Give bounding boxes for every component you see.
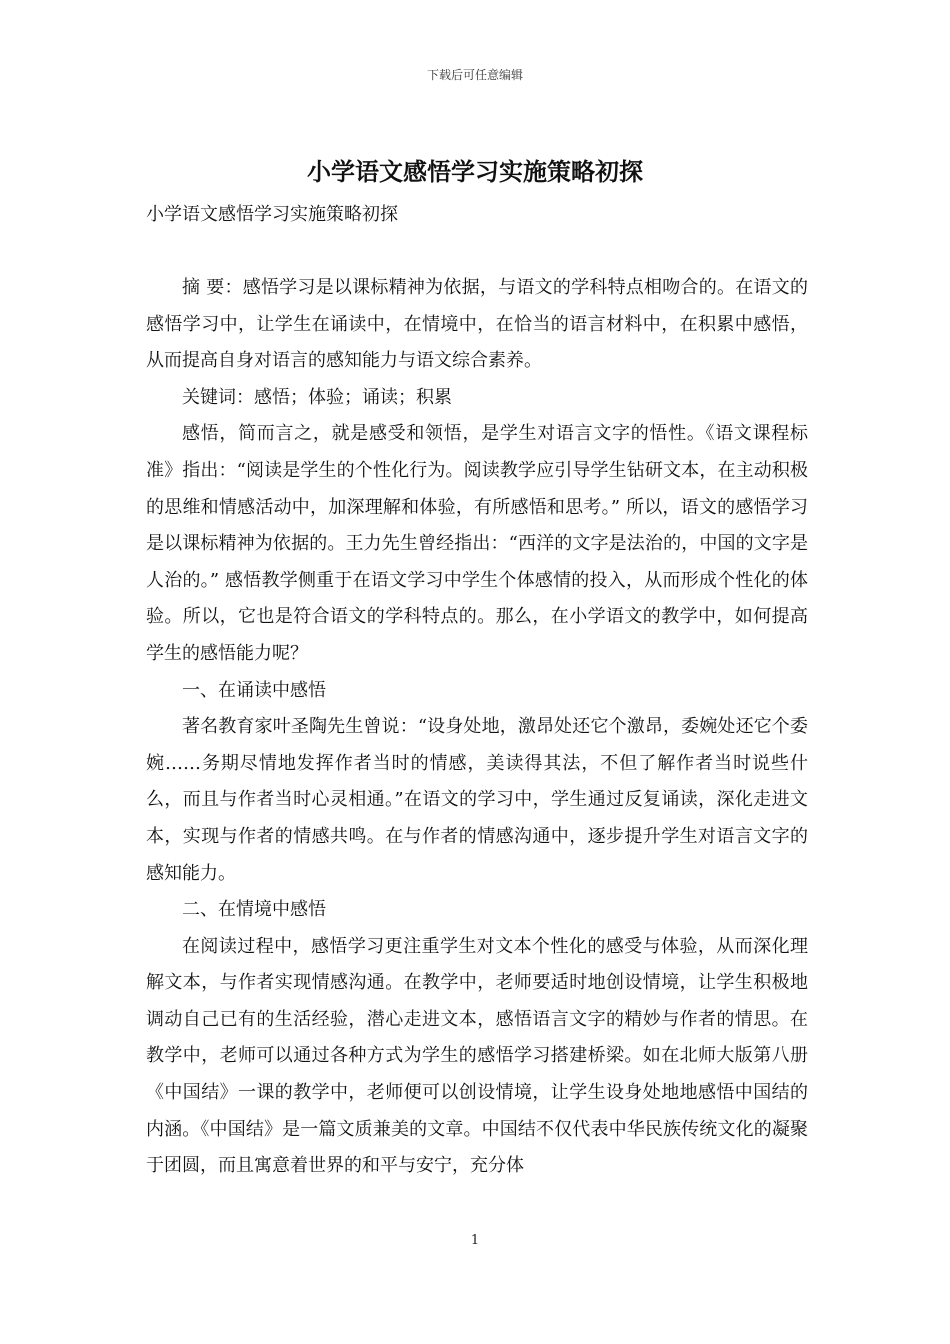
page-header-note: 下载后可任意编辑 [426,68,523,82]
page-number: 1 [470,1233,480,1248]
document-subtitle: 小学语文感悟学习实施策略初探 [146,204,398,225]
document-body [146,270,808,1185]
section-1-paragraph: 著名教育家叶圣陶先生曾说：“设身处地，激昂处还它个激昂，委婉处还它个委婉……务期尽情地发挥作者当时的情感，美读得其法，不但了解作者当时说些什么，而且与作者当时心灵相通。”在语文的学习中，学生通过反复诵读，深化走进文本，实现与作者的情感共鸣。在与作者的情感沟通中，逐步提升学生对语言文字的感知能力。 [146,716,808,884]
section-2-paragraph: 在阅读过程中，感悟学习更注重学生对文本个性化的感受与体验，从而深化理解文本，与作者实现情感沟通。在教学中，老师要适时地创设情境，让学生积极地调动自己已有的生活经验，潜心走进文本，感悟语言文字的精妙与作者的情思。在教学中，老师可以通过各种方式为学生的感悟学习搭建桥梁。如在北师大版第八册《中国结》一课的教学中，老师便可以创设情境，让学生设身处地地感悟中国结的内涵。《中国结》是一篇文质兼美的文章。中国结不仅代表中华民族传统文化的凝聚于团圆，而且寓意着世界的和平与安宁，充分体 [146,935,808,1177]
keywords-paragraph: 关键词：感悟；体验；诵读；积累 [182,386,452,408]
intro-paragraph: 感悟，简而言之，就是感受和领悟，是学生对语言文字的悟性。《语文课程标准》指出：“阅读是学生的个性化行为。阅读教学应引导学生钻研文本，在主动积极的思维和情感活动中，加深理解和体验，有所感悟和思考。” 所以，语文的感悟学习是以课标精神为依据的。王力先生曾经指出：“西洋的文字是法治的，中国的文字是人治的。” 感悟教学侧重于在语文学习中学生个体感情的投入，从而形成个性化的体验。所以，它也是符合语文的学科特点的。那么，在小学语文的教学中，如何提高学生的感悟能力呢？ [146,423,808,664]
section-heading-1: 一、在诵读中感悟 [182,679,326,701]
document-title: 小学语文感悟学习实施策略初探 [307,157,643,186]
section-heading-2: 二、在情境中感悟 [182,899,326,921]
abstract-paragraph: 摘 要：感悟学习是以课标精神为依据，与语文的学科特点相吻合的。在语文的感悟学习中，让学生在诵读中，在情境中，在恰当的语言材料中，在积累中感悟，从而提高自身对语言的感知能力与语文综合素养。 [146,277,808,372]
